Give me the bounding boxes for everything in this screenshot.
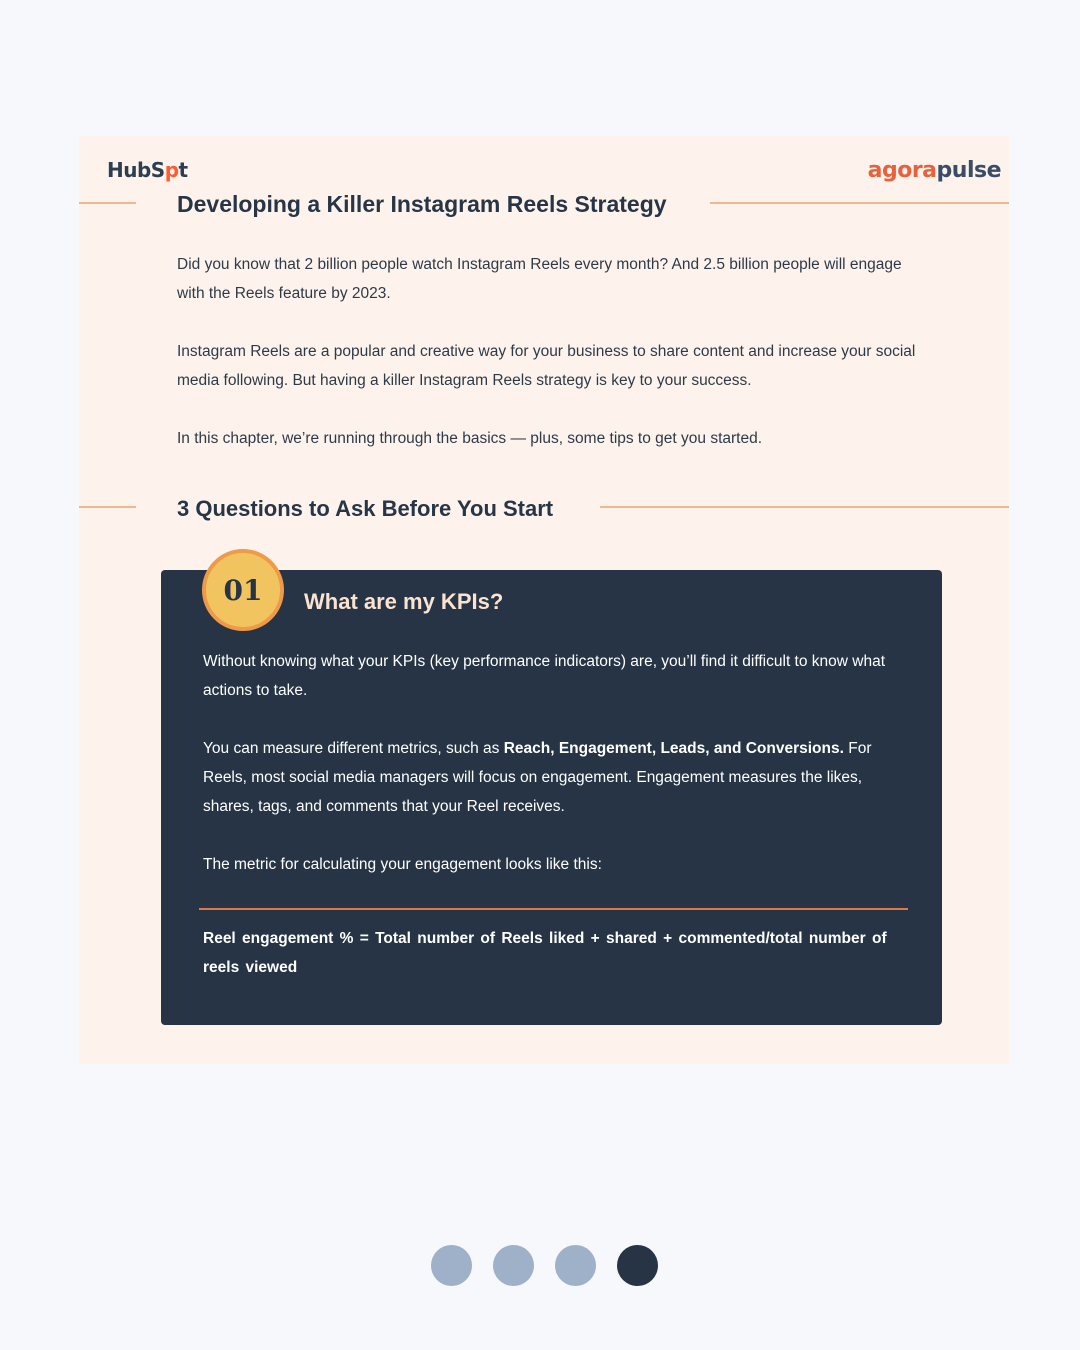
carousel-pagination	[431, 1245, 658, 1286]
pagination-dot[interactable]	[493, 1245, 534, 1286]
intro-paragraph: Instagram Reels are a popular and creative way for your business to share content and increase your social media following. But having a killer Instagram Reels strategy is key to your success.	[177, 343, 916, 389]
section-rule-right	[600, 506, 1009, 508]
document-page	[79, 136, 1009, 1064]
card-paragraph: The metric for calculating your engagement looks like this:	[203, 856, 602, 873]
section-rule-left	[79, 506, 136, 508]
section-heading: 3 Questions to Ask Before You Start	[177, 496, 554, 521]
agorapulse-logo: agorapulse	[867, 158, 1001, 183]
pagination-dot-active[interactable]	[617, 1245, 658, 1286]
metrics-list: Reach, Engagement, Leads, and Conversions.	[503, 740, 844, 757]
pagination-dot[interactable]	[555, 1245, 596, 1286]
title-rule-right	[710, 202, 1009, 204]
intro-paragraph: In this chapter, we’re running through the basics — plus, some tips to get you started.	[177, 430, 763, 447]
intro-paragraph: Did you know that 2 billion people watch Instagram Reels every month? And 2.5 billion people will engage with the Reels feature by 2023.	[177, 256, 902, 302]
engagement-formula: Reel engagement % = Total number of Reels liked + shared + commented/total number of reels viewed	[203, 930, 887, 976]
question-number-badge: 01	[202, 549, 284, 631]
page-title: Developing a Killer Instagram Reels Strategy	[177, 191, 667, 217]
hubspot-sprocket-icon: p	[164, 158, 179, 182]
question-title: What are my KPIs?	[304, 589, 504, 614]
title-rule-left	[79, 202, 136, 204]
card-paragraph: Without knowing what your KPIs (key performance indicators) are, you’ll find it difficult to know what actions to take.	[203, 653, 886, 699]
pagination-dot[interactable]	[431, 1245, 472, 1286]
question-card	[161, 570, 942, 1025]
hubspot-logo: HubSpt	[107, 158, 188, 182]
formula-divider	[199, 908, 908, 910]
card-paragraph: You can measure different metrics, such as Reach, Engagement, Leads, and Conversions. For Reels, most social media managers will focus on engagement. Engagement measures the likes, shares, tags, and comments that your Reel receives.	[203, 740, 872, 815]
